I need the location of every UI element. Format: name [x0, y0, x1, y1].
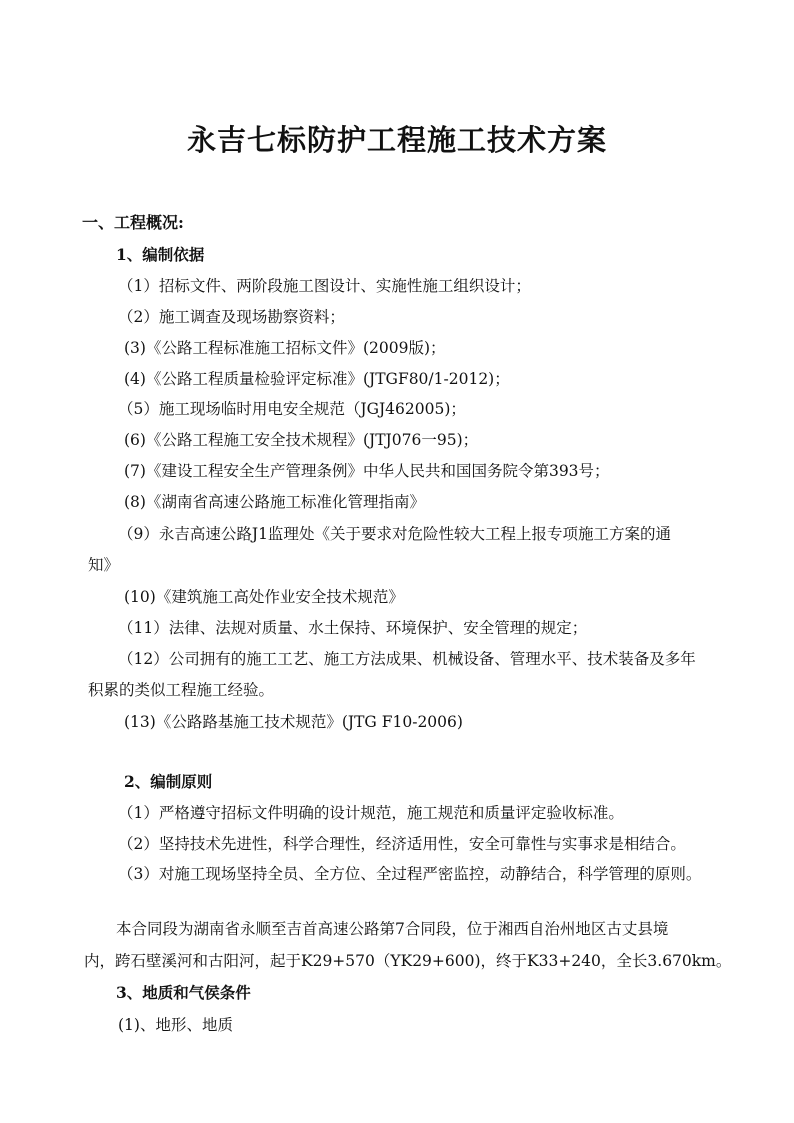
principle-item-1: （1）严格遵守招标文件明确的设计规范，施工规范和质量评定验收标准。: [118, 804, 624, 822]
geology-item-1: (1)、地形、地质: [118, 1016, 233, 1034]
basis-item-6: (6)《公路工程施工安全技术规程》(JTJ076一95)；: [124, 431, 479, 449]
document-title: 永吉七标防护工程施工技术方案: [186, 123, 607, 157]
principle-item-3: （3）对施工现场坚持全员、全方位、全过程严密监控，动静结合，科学管理的原则。: [118, 865, 702, 883]
basis-item-7: (7)《建设工程安全生产管理条例》中华人民共和国国务院令第393号；: [124, 462, 610, 480]
overview-paragraph-line-1: 本合同段为湖南省永顺至吉首高速公路第7合同段，位于湘西自治州地区古丈县境: [116, 920, 669, 938]
basis-item-11: （11）法律、法规对质量、水土保持、环境保护、安全管理的规定；: [118, 619, 588, 637]
basis-item-12: （12）公司拥有的施工工艺、施工方法成果、机械设备、管理水平、技术装备及多年: [118, 650, 696, 668]
basis-item-3: (3)《公路工程标准施工招标文件》(2009版)；: [124, 339, 446, 357]
basis-item-9-continuation: 知》: [88, 556, 120, 574]
basis-item-5: （5）施工现场临时用电安全规范（JGJ462005)；: [118, 400, 466, 418]
basis-item-2: （2）施工调查及现场勘察资料；: [118, 308, 345, 326]
overview-paragraph-line-2: 内，跨石壁溪河和古阳河，起于K29+570（YK29+600)，终于K33+240，全长3.670km。: [84, 952, 732, 970]
basis-item-9: （9）永吉高速公路J1监理处《关于要求对危险性较大工程上报专项施工方案的通: [118, 525, 671, 543]
basis-item-1: （1）招标文件、两阶段施工图设计、实施性施工组织设计；: [118, 277, 531, 295]
section-heading-overview: 一、工程概况:: [82, 213, 184, 232]
subsection-heading-geology: 3、地质和气侯条件: [116, 983, 251, 1002]
subsection-heading-basis: 1、编制依据: [116, 245, 205, 264]
basis-item-13: (13)《公路路基施工技术规范》(JTG F10-2006): [124, 713, 463, 731]
basis-item-8: (8)《湖南省高速公路施工标准化管理指南》: [124, 493, 425, 511]
principle-item-2: （2）坚持技术先进性，科学合理性，经济适用性，安全可靠性与实事求是相结合。: [118, 835, 686, 853]
basis-item-4: (4)《公路工程质量检验评定标准》(JTGF80/1-2012)；: [124, 370, 510, 388]
basis-item-10: (10)《建筑施工高处作业安全技术规范》: [124, 588, 404, 606]
subsection-heading-principles: 2、编制原则: [124, 772, 213, 791]
basis-item-12-continuation: 积累的类似工程施工经验。: [88, 681, 275, 699]
